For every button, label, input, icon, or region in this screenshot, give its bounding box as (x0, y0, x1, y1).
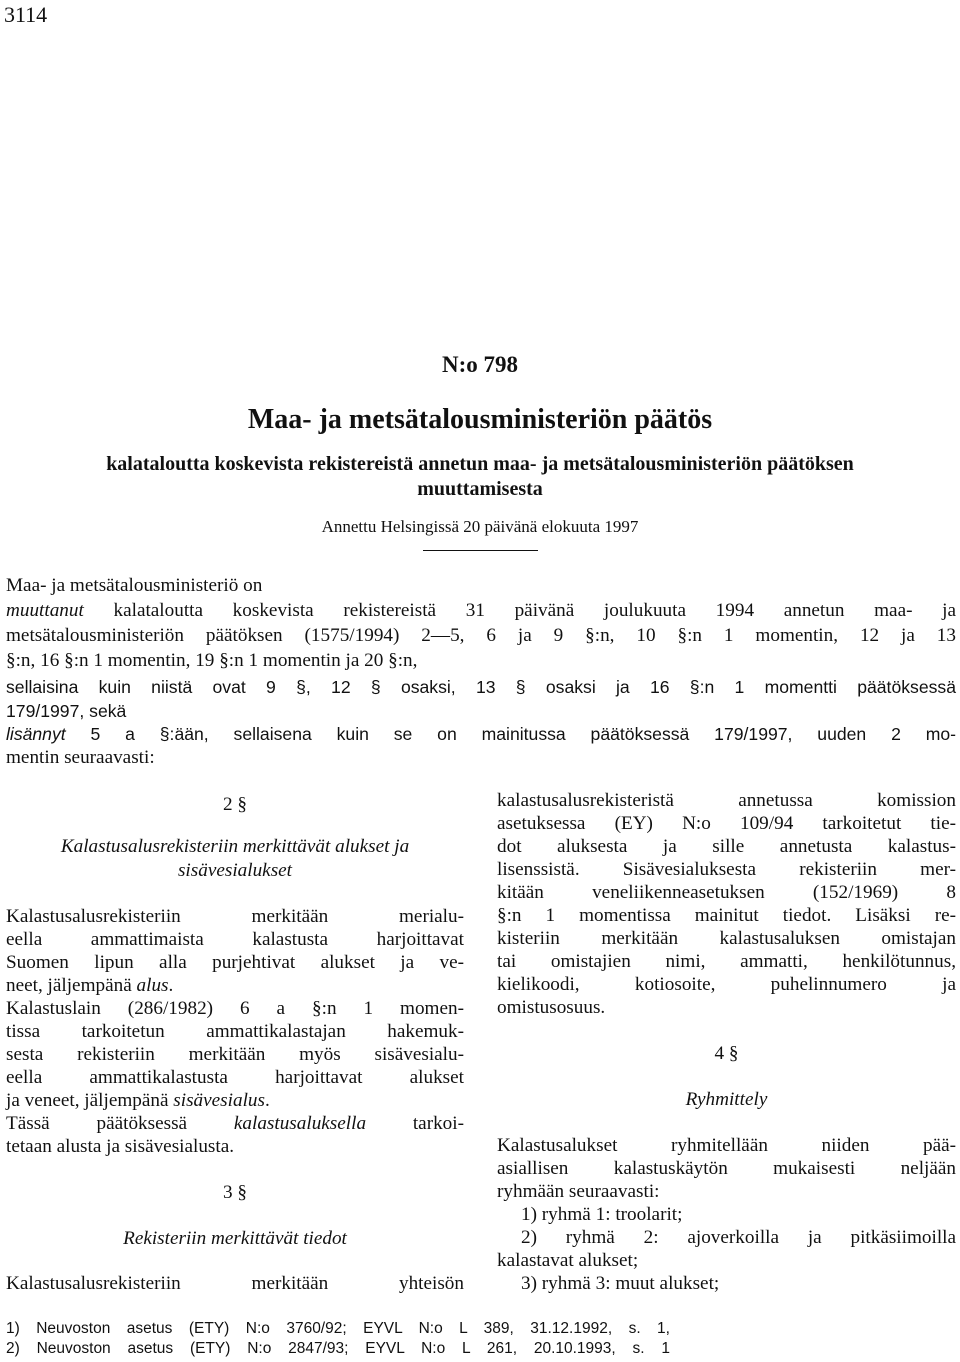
body-line: tetaan alusta ja sisävesialusta. (6, 1136, 235, 1157)
body-line: Kalastusalusrekisteriin merkitään yhteisön (6, 1273, 464, 1294)
subtitle-line: kalataloutta koskevista rekistereistä annetun maa- ja metsätalousministeriön päätöksen (106, 453, 854, 475)
body-line: ryhmään seuraavasti: (497, 1181, 660, 1202)
document-subtitle (0, 452, 960, 502)
section-2-title: sisävesialukset (177, 860, 293, 881)
intro-emphasis: lisännyt (6, 724, 66, 744)
body-line: kitään veneliikenneasetuksen (152/1969) 8 (497, 882, 956, 903)
footnote-1: 1) Neuvoston asetus (ETY) N:o 3760/92; EYVL N:o L 389, 31.12.1992, s. 1, (6, 1320, 670, 1337)
body-line: Suomen lipun alla purjehtivat alukset ja ve- (6, 952, 464, 973)
body-line: Kalastuslain (286/1982) 6 a §:n 1 momen- (6, 998, 464, 1019)
body-line: tissa tarkoitetun ammattikalastajan hakemuk- (6, 1021, 464, 1042)
body-line: kielikoodi, kotiosoite, puhelinnumero ja (497, 974, 956, 995)
intro-emphasis: muuttanut (6, 600, 84, 621)
page-number: 3114 (4, 2, 48, 27)
subtitle-line: muuttamisesta (417, 478, 543, 500)
intro-line: metsätalousministeriön päätöksen (1575/1994) 2—5, 6 ja 9 §:n, 10 §:n 1 momentin, 12 ja 13 (6, 625, 956, 646)
body-line: §:n 1 momentissa mainitut tiedot. Lisäksi re- (497, 905, 956, 926)
body-line: eella ammattimaista kalastusta harjoittavat (6, 929, 464, 950)
body-line: lisenssistä. Sisävesialuksesta rekisteriin mer- (497, 859, 956, 880)
body-line: Kalastusalusrekisteriin merkitään merialu- (6, 906, 464, 927)
body-line: dot aluksesta ja sille annetusta kalastus- (497, 836, 956, 857)
footnote-2: 2) Neuvoston asetus (ETY) N:o 2847/93; EYVL N:o L 261, 20.10.1993, s. 1 (6, 1340, 670, 1357)
act-number: N:o 798 (441, 352, 519, 377)
intro-line: Maa- ja metsätalousministeriö on (6, 575, 263, 596)
body-line: neet, jäljempänä alus. (6, 975, 174, 996)
body-line: Kalastusalukset ryhmitellään niiden pää- (497, 1135, 956, 1156)
section-3-heading: 3 § (223, 1182, 247, 1203)
body-line: ja veneet, jäljempänä sisävesialus. (6, 1090, 270, 1111)
intro-line: §:n, 16 §:n 1 momentin, 19 §:n 1 momentin ja 20 §:n, (6, 650, 418, 671)
body-line: tai omistajien nimi, ammatti, henkilötunnus, (497, 951, 956, 972)
intro-line: lisännyt 5 a §:ään, sellaisena kuin se on mainitussa päätöksessä 179/1997, uuden 2 mo- (6, 724, 956, 744)
list-item: 3) ryhmä 3: muut alukset; (521, 1273, 720, 1294)
body-line: omistusosuus. (497, 997, 606, 1018)
list-item: 1) ryhmä 1: troolarit; (521, 1204, 683, 1225)
intro-line: mentin seuraavasti: (6, 747, 155, 768)
body-line: eella ammattikalastusta harjoittavat alukset (6, 1067, 464, 1088)
section-2-title: Kalastusalusrekisteriin merkittävät alukset ja (60, 836, 410, 857)
body-line: sesta rekisteriin merkitään myös sisävesialu- (6, 1044, 464, 1065)
section-3-title: Rekisteriin merkittävät tiedot (123, 1228, 347, 1249)
intro-line: muuttanut kalataloutta koskevista rekistereistä 31 päivänä joulukuuta 1994 annetun maa- ja (6, 600, 956, 621)
section-2-heading: 2 § (223, 794, 247, 815)
body-line: kalastusalusrekisteristä annetussa komission (497, 790, 956, 811)
intro-line: 179/1997, sekä (6, 701, 127, 721)
date-line: Annettu Helsingissä 20 päivänä elokuuta 1997 (321, 517, 639, 536)
intro-line: sellaisina kuin niistä ovat 9 §, 12 § osaksi, 13 § osaksi ja 16 §:n 1 momentti päätöksessä (6, 677, 956, 697)
section-4-title: Ryhmittely (685, 1089, 768, 1110)
separator-rule (423, 550, 538, 551)
body-line: asiallisen kalastuskäytön mukaisesti neljään (497, 1158, 956, 1179)
document-title: Maa- ja metsätalousministeriön päätös (247, 404, 713, 435)
body-line: kisteriin merkitään kalastusaluksen omistajan (497, 928, 956, 949)
list-item-continuation: kalastavat alukset; (497, 1250, 639, 1271)
section-4-heading: 4 § (714, 1043, 739, 1064)
list-item: 2) ryhmä 2: ajoverkoilla ja pitkäsiimoilla (521, 1227, 956, 1248)
body-line: Tässä päätöksessä kalastusaluksella tarkoi- (6, 1113, 464, 1134)
body-line: asetuksessa (EY) N:o 109/94 tarkoitetut tie- (497, 813, 956, 834)
